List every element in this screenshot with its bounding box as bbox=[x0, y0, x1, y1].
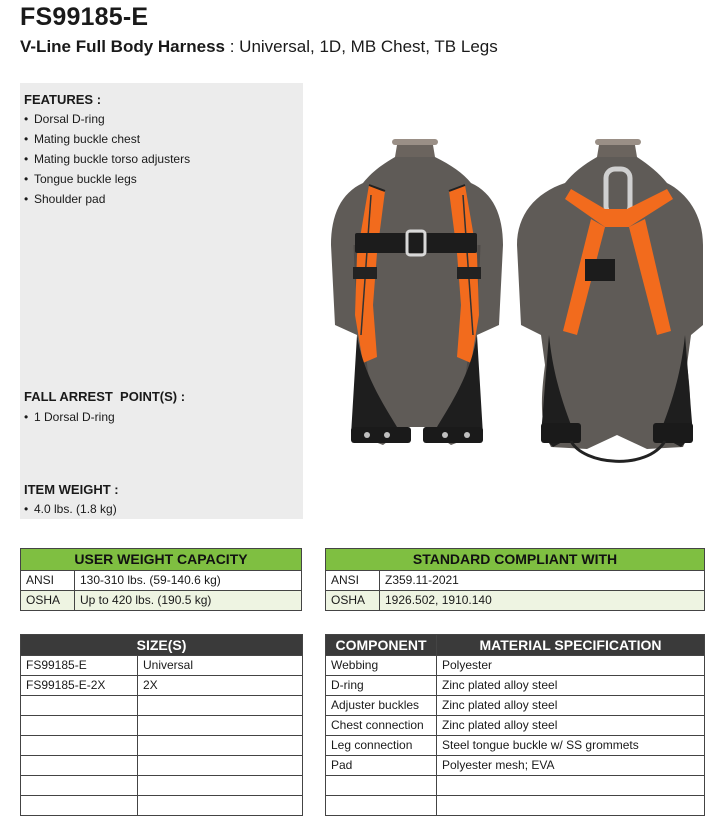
table-cell bbox=[21, 776, 138, 796]
table-cell: Universal bbox=[138, 656, 303, 676]
table-cell: Polyester bbox=[437, 656, 705, 676]
table-cell: OSHA bbox=[326, 591, 380, 611]
user-weight-capacity-table bbox=[20, 548, 302, 611]
table-cell: Up to 420 lbs. (190.5 kg) bbox=[75, 591, 302, 611]
standard-compliant-table bbox=[325, 548, 705, 611]
table-cell: Steel tongue buckle w/ SS grommets bbox=[437, 736, 705, 756]
product-subtitle bbox=[20, 37, 498, 57]
harness-front-view bbox=[331, 139, 503, 445]
table-cell bbox=[21, 796, 138, 816]
features-list bbox=[24, 109, 190, 209]
table-cell: 1926.502, 1910.140 bbox=[380, 591, 705, 611]
material-spec-header: MATERIAL SPECIFICATION bbox=[437, 635, 705, 656]
table-cell: Webbing bbox=[326, 656, 437, 676]
table-cell bbox=[21, 756, 138, 776]
table-cell: Chest connection bbox=[326, 716, 437, 736]
product-code: FS99185-E bbox=[20, 3, 149, 31]
table-cell: ANSI bbox=[21, 571, 75, 591]
table-cell: Adjuster buckles bbox=[326, 696, 437, 716]
fall-arrest-list bbox=[24, 407, 115, 427]
fall-arrest-heading: FALL ARREST POINT(S) : bbox=[24, 389, 186, 404]
table-cell bbox=[21, 736, 138, 756]
table-cell bbox=[138, 796, 303, 816]
sizes-table bbox=[20, 634, 303, 816]
table-cell bbox=[138, 756, 303, 776]
table-cell: 2X bbox=[138, 676, 303, 696]
feature-item: • Mating buckle torso adjusters bbox=[24, 149, 190, 169]
product-descriptor: Universal, 1D, MB Chest, TB Legs bbox=[239, 37, 498, 56]
feature-item: • Mating buckle chest bbox=[24, 129, 190, 149]
item-weight-heading: ITEM WEIGHT : bbox=[24, 482, 119, 497]
subtitle-separator: : bbox=[225, 37, 240, 56]
fall-arrest-item: • 1 Dorsal D-ring bbox=[24, 407, 115, 427]
features-heading: FEATURES : bbox=[24, 92, 102, 107]
table-cell bbox=[138, 716, 303, 736]
harness-back-view bbox=[517, 139, 703, 461]
feature-item: • Dorsal D-ring bbox=[24, 109, 190, 129]
table-cell: 130-310 lbs. (59-140.6 kg) bbox=[75, 571, 302, 591]
table-cell bbox=[138, 736, 303, 756]
table-cell: FS99185-E bbox=[21, 656, 138, 676]
component-header: COMPONENT bbox=[326, 635, 437, 656]
sizes-heading: SIZE(S) bbox=[21, 635, 303, 656]
table-cell bbox=[437, 796, 705, 816]
table-cell bbox=[21, 716, 138, 736]
feature-item: • Tongue buckle legs bbox=[24, 169, 190, 189]
table-cell: Polyester mesh; EVA bbox=[437, 756, 705, 776]
product-name: V-Line Full Body Harness bbox=[20, 37, 225, 56]
table-cell: Zinc plated alloy steel bbox=[437, 716, 705, 736]
table-cell bbox=[437, 776, 705, 796]
table-cell: ANSI bbox=[326, 571, 380, 591]
table-cell bbox=[326, 776, 437, 796]
table-cell: OSHA bbox=[21, 591, 75, 611]
item-weight-item: • 4.0 lbs. (1.8 kg) bbox=[24, 499, 117, 519]
table-cell: Zinc plated alloy steel bbox=[437, 696, 705, 716]
table-cell: Z359.11-2021 bbox=[380, 571, 705, 591]
feature-item: • Shoulder pad bbox=[24, 189, 190, 209]
table-cell bbox=[21, 696, 138, 716]
table-cell: FS99185-E-2X bbox=[21, 676, 138, 696]
table-cell bbox=[138, 696, 303, 716]
material-specification-table bbox=[325, 634, 705, 816]
features-panel bbox=[20, 83, 303, 519]
table-cell: Zinc plated alloy steel bbox=[437, 676, 705, 696]
table-cell: D-ring bbox=[326, 676, 437, 696]
user-weight-heading: USER WEIGHT CAPACITY bbox=[21, 549, 302, 571]
harness-product-photo bbox=[327, 135, 705, 475]
table-cell: Leg connection bbox=[326, 736, 437, 756]
table-cell bbox=[326, 796, 437, 816]
table-cell: Pad bbox=[326, 756, 437, 776]
standard-heading: STANDARD COMPLIANT WITH bbox=[326, 549, 705, 571]
item-weight-list bbox=[24, 499, 117, 519]
table-cell bbox=[138, 776, 303, 796]
